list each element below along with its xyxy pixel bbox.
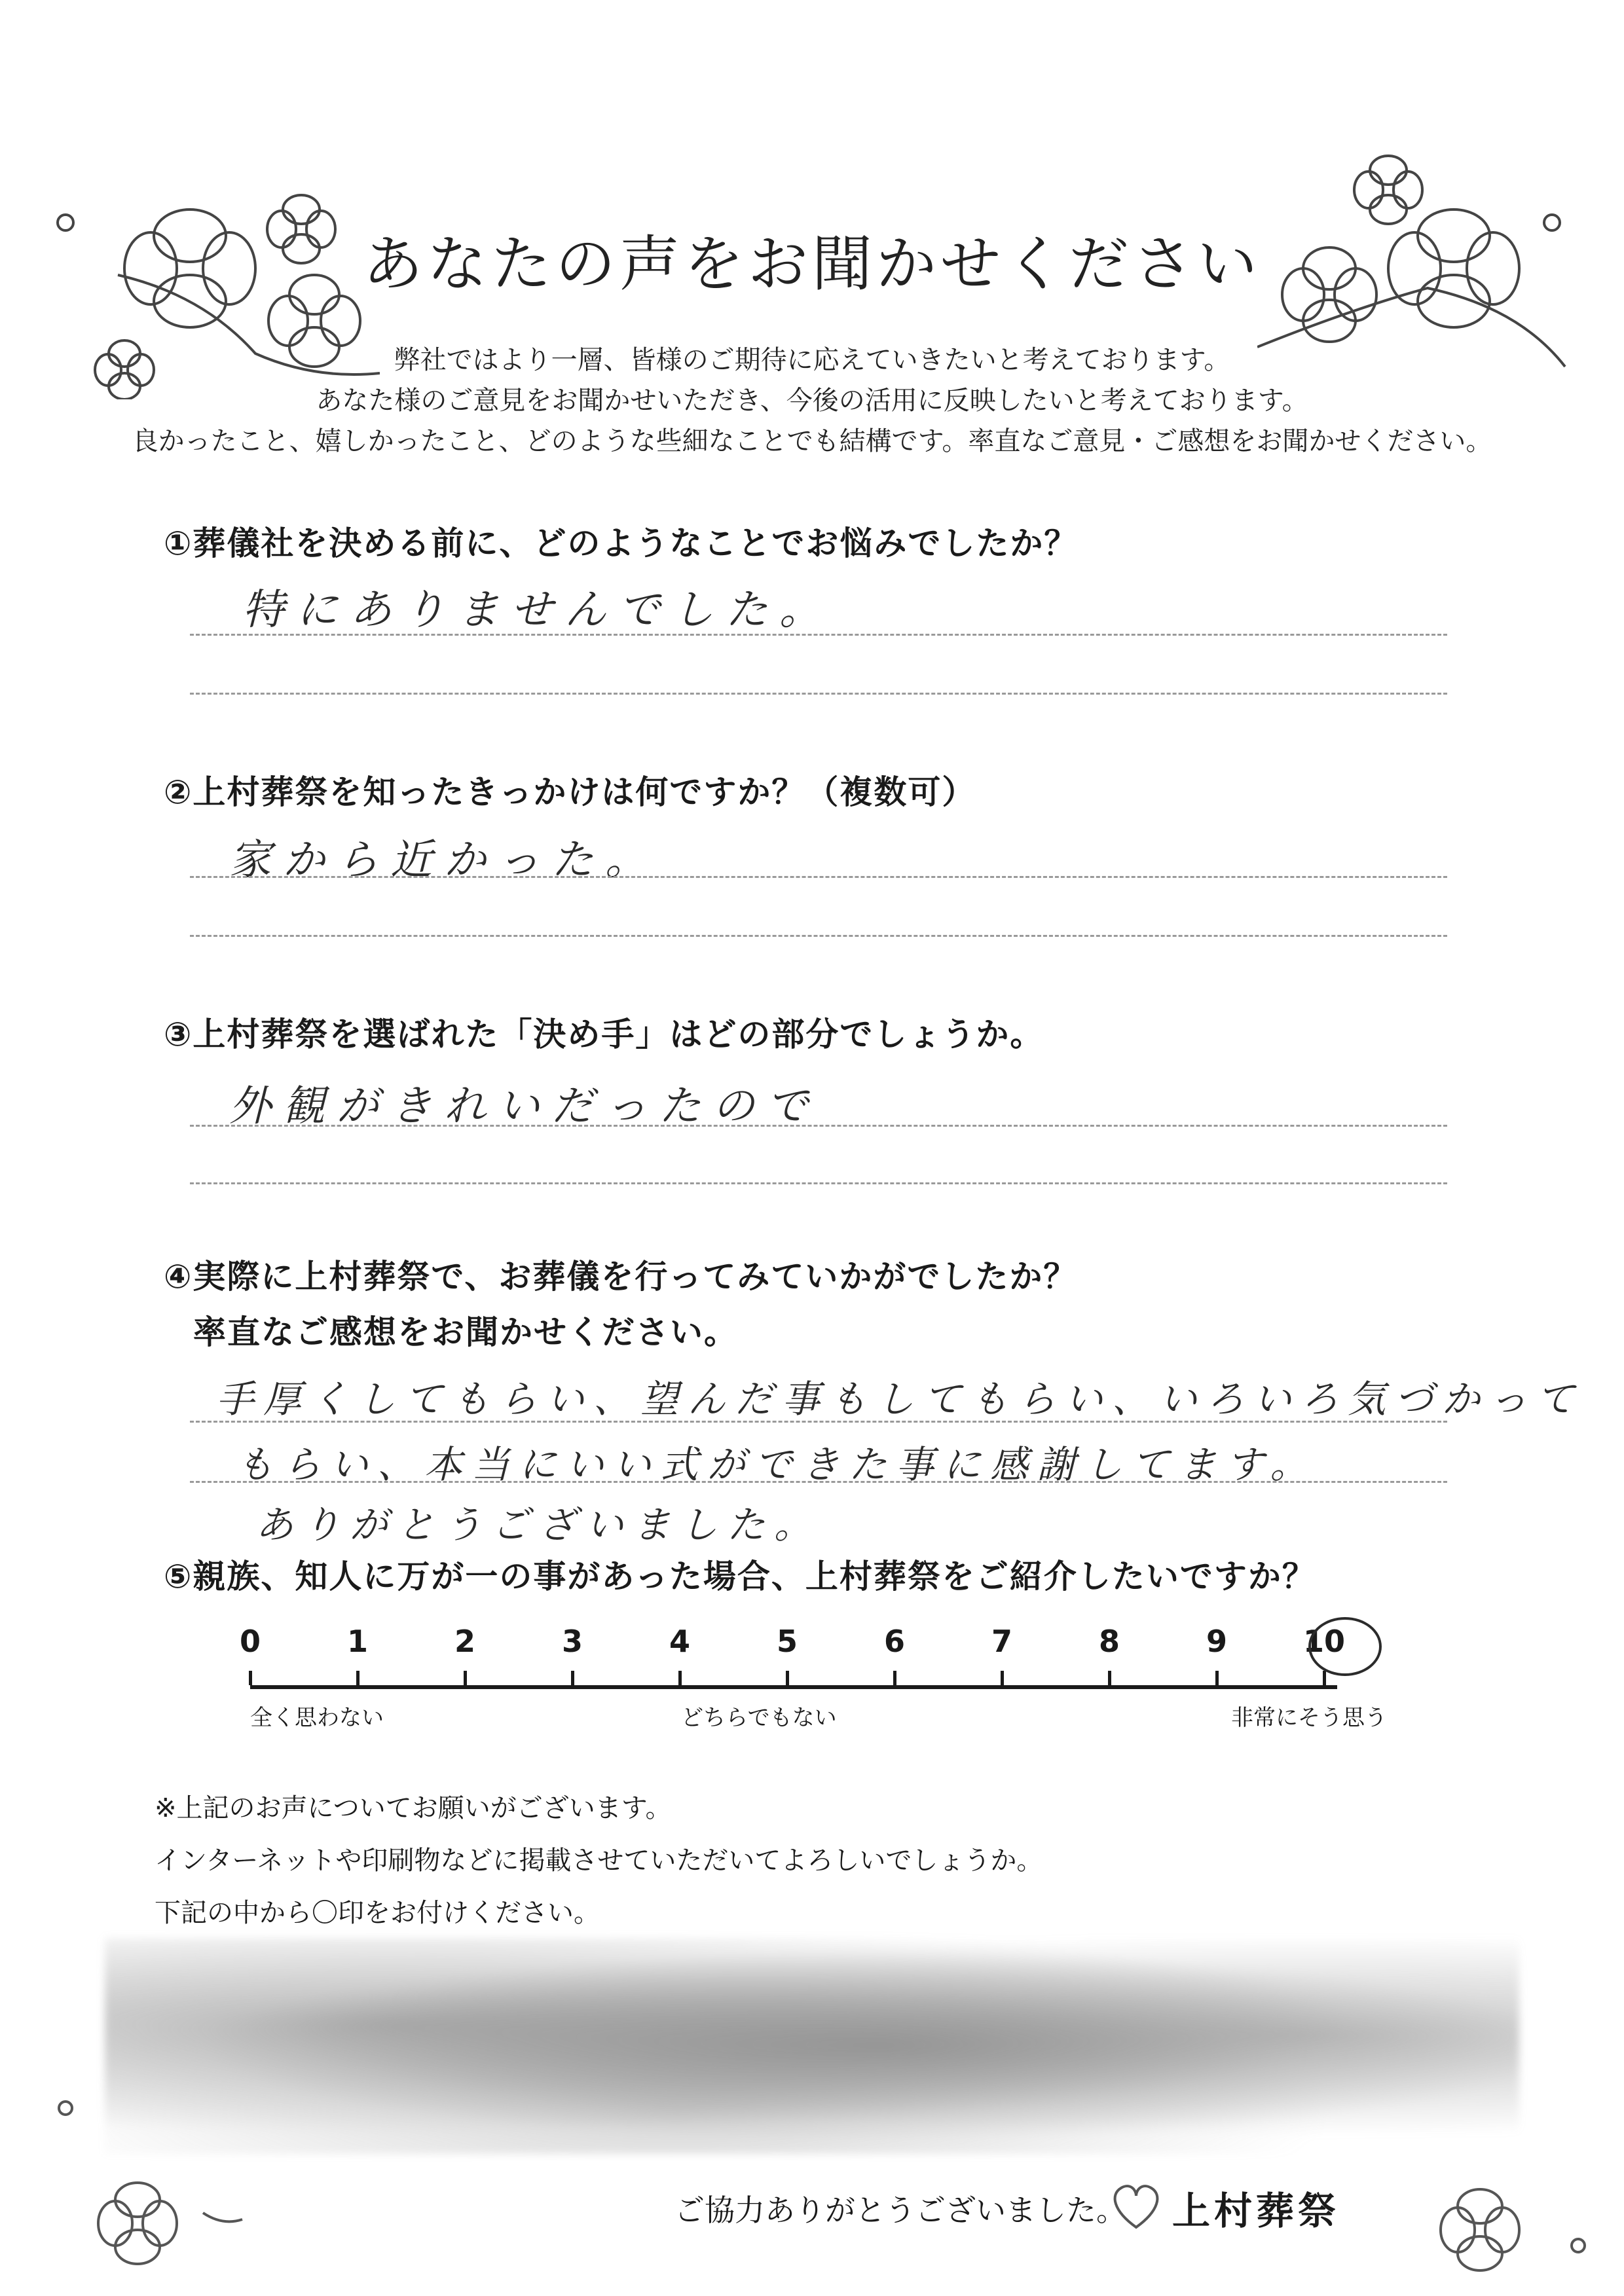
scale-number-6: 6 <box>883 1624 905 1659</box>
clover-decoration-bottom-left-icon <box>52 2095 249 2278</box>
note-line-2: インターネットや印刷物などに掲載させていただいてよろしいでしょうか。 <box>155 1846 1043 1876</box>
scale-tick <box>678 1671 682 1685</box>
scale-tick <box>464 1671 467 1685</box>
scale-number-10: 10 <box>1302 1624 1345 1659</box>
footer-thanks: ご協力ありがとうございました。 <box>674 2193 1126 2228</box>
question-2-label: ②上村葬祭を知ったきっかけは何ですか？（複数可） <box>164 773 976 811</box>
clover-decoration-bottom-right-icon <box>1408 2115 1604 2278</box>
scale-number-9: 9 <box>1206 1624 1227 1659</box>
scale-number-3: 3 <box>561 1624 583 1659</box>
scale-tick <box>1323 1671 1326 1685</box>
answer-rule <box>190 935 1447 937</box>
question-4-label: ④実際に上村葬祭で、お葬儀を行ってみていかがでしたか？ <box>164 1258 1078 1296</box>
note-line-1: ※上記のお声についてお願いがございます。 <box>155 1793 672 1823</box>
page-title: あなたの声をお聞かせください <box>362 229 1261 299</box>
scale-number-2: 2 <box>454 1624 475 1659</box>
intro-line-2: あなた様のご意見をお聞かせいただき、今後の活用に反映したいと考えております。 <box>316 386 1308 416</box>
intro-line-1: 弊社ではより一層、皆様のご期待に応えていきたいと考えております。 <box>394 345 1230 375</box>
scale-label-mid: どちらでもない <box>681 1705 837 1731</box>
scale-number-1: 1 <box>346 1624 368 1659</box>
question-5-label: ⑤親族、知人に万が一の事があった場合、上村葬祭をご紹介したいですか？ <box>164 1558 1316 1595</box>
question-4-answer-line-3: ありがとうございました。 <box>255 1503 822 1547</box>
scale-tick <box>1215 1671 1219 1685</box>
question-2-answer: 家から近かった。 <box>229 836 659 884</box>
scale-tick <box>249 1671 252 1685</box>
intro-line-3: 良かったこと、嬉しかったこと、どのような些細なことでも結構です。率直なご意見・ご感想をお聞かせください。 <box>132 426 1492 456</box>
redacted-area <box>105 1938 1519 2154</box>
question-4-sublabel: 率直なご感想をお聞かせください。 <box>193 1313 738 1351</box>
scale-label-low: 全く思わない <box>250 1705 384 1731</box>
answer-rule <box>190 634 1447 636</box>
selected-rating-circle <box>1308 1617 1382 1676</box>
question-4-answer-line-1: 手厚くしてもらい、望んだ事もしてもらい、いろいろ気づかって <box>216 1377 1584 1421</box>
answer-rule <box>190 1421 1447 1423</box>
scale-tick <box>893 1671 896 1685</box>
question-3-answer: 外観がきれいだったので <box>229 1082 820 1131</box>
answer-rule <box>190 876 1447 878</box>
answer-rule <box>190 693 1447 695</box>
scale-tick <box>1108 1671 1111 1685</box>
answer-rule <box>190 1182 1447 1184</box>
scale-tick <box>356 1671 360 1685</box>
scale-number-7: 7 <box>991 1624 1012 1659</box>
scale-tick <box>786 1671 789 1685</box>
question-3-label: ③上村葬祭を選ばれた「決め手」はどの部分でしょうか。 <box>164 1015 1044 1053</box>
note-line-3: 下記の中から〇印をお付けください。 <box>155 1898 600 1928</box>
scale-number-4: 4 <box>669 1624 690 1659</box>
scale-number-0: 0 <box>239 1624 261 1659</box>
scale-tick <box>1001 1671 1004 1685</box>
answer-rule <box>190 1481 1447 1483</box>
scale-tick <box>571 1671 574 1685</box>
scale-number-5: 5 <box>776 1624 798 1659</box>
rating-scale-line <box>250 1685 1337 1689</box>
answer-rule <box>190 1125 1447 1127</box>
question-1-label: ①葬儀社を決める前に、どのようなことでお悩みでしたか？ <box>164 524 1079 562</box>
heart-logo-icon <box>1107 2175 1166 2234</box>
question-1-answer: 特にありませんでした。 <box>242 586 833 634</box>
company-logo-text: 上村葬祭 <box>1172 2189 1340 2233</box>
scale-label-high: 非常にそう思う <box>1231 1705 1387 1731</box>
scale-number-8: 8 <box>1098 1624 1120 1659</box>
question-4-answer-line-2: もらい、本当にいい式ができた事に感謝してます。 <box>236 1442 1318 1487</box>
